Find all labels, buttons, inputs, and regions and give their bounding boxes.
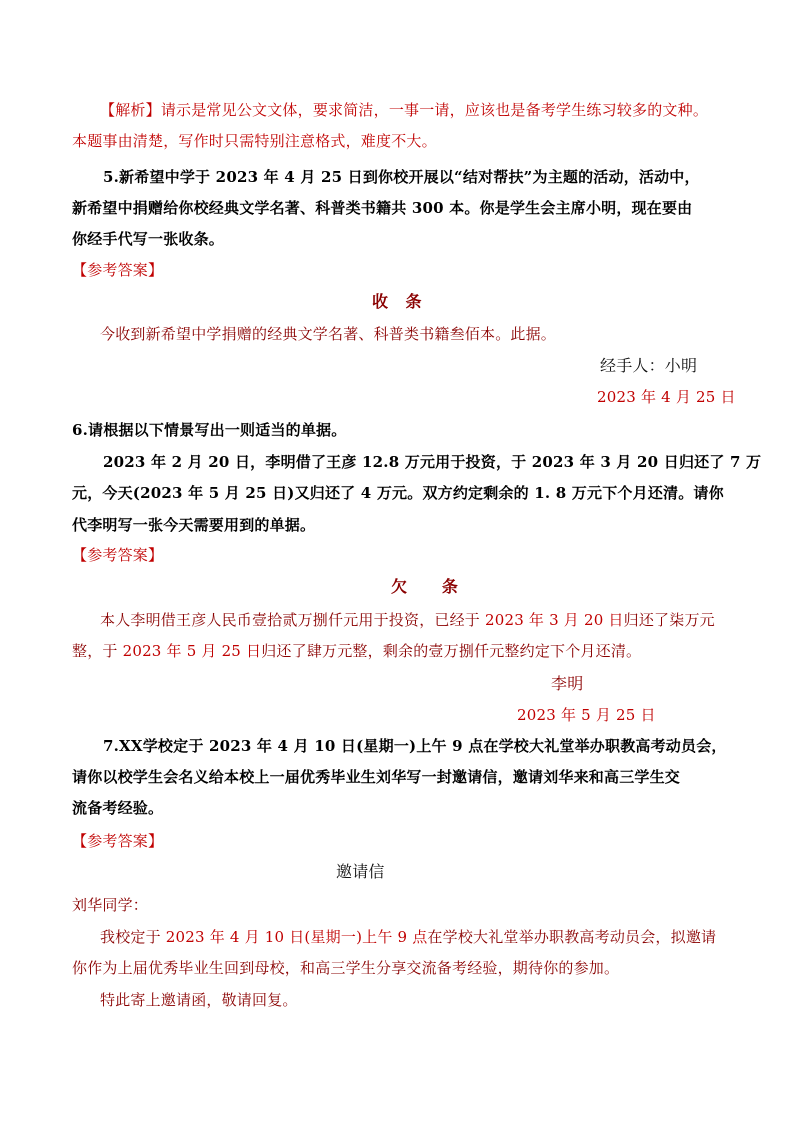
q5-signer: 经手人：小明 [600,356,698,375]
q5-answer-tag: 【参考答案】 [72,261,164,279]
q7-invite-body-2: 你作为上届优秀毕业生回到母校，和高三学生分享交流备考经验，期待你的参加。 [72,959,620,977]
q6-iou-body-2 [72,641,641,661]
q6-body1-a: 本人李明借王彦人民币壹拾贰万捌仟元用于投资，已经于 [100,611,485,629]
q6-line-4: 代李明写一张今天需要用到的单据。 [72,516,316,534]
q6-answer-tag: 【参考答案】 [72,546,164,564]
q7-line-2: 请你以校学生会名义给本校上一届优秀毕业生刘华写一封邀请信，邀请刘华来和高三学生交 [72,768,681,786]
q6-line-1: 6.请根据以下情景写出一则适当的单据。 [72,421,347,439]
q6-body2-a: 整，于 [72,642,123,660]
q6-iou-body-1 [100,610,715,630]
q7-doc-title: 邀请信 [336,862,385,881]
q7-body1-a: 我校定于 [100,928,166,946]
q6-body1-c: 归还了柒万元 [623,611,715,629]
q5-date: 2023 年 4 月 25 日 [597,388,736,406]
q5-doc-title: 收 条 [372,292,422,311]
q7-invite-body-1 [100,927,716,947]
q6-body2-c: 归还了肆万元整，剩余的壹万捌仟元整约定下个月还清。 [261,642,642,660]
q6-body2-date: 2023 年 5 月 25 日 [122,642,262,660]
q6-signer: 李明 [551,674,584,693]
q6-date: 2023 年 5 月 25 日 [517,706,656,724]
analysis-tag: 【解析】 [100,101,161,119]
q7-body1-c: 在学校大礼堂举办职教高考动员会，拟邀请 [427,928,717,946]
q7-answer-tag: 【参考答案】 [72,832,164,850]
q7-invite-body-3: 特此寄上邀请函，敬请回复。 [100,991,298,1009]
analysis-text-1: 请示是常见公文文体，要求简洁，一事一请，应该也是备考学生练习较多的文种。 [160,101,709,119]
q5-line-2: 新希望中捐赠给你校经典文学名著、科普类书籍共 300 本。你是学生会主席小明，现在要由 [72,199,693,217]
analysis-line-2: 本题事由清楚，写作时只需特别注意格式，难度不大。 [72,132,437,150]
q6-line-2: 2023 年 2 月 20 日，李明借了王彦 12.8 万元用于投资，于 2023 年 3 月 20 日归还了 7 万 [103,453,762,471]
analysis-line-1 [100,100,708,120]
q5-line-1: 5.新希望中学于 2023 年 4 月 25 日到你校开展以“结对帮扶”为主题的活动，活动中， [103,168,700,186]
q7-line-3: 流备考经验。 [72,799,164,817]
q6-line-3: 元，今天(2023 年 5 月 25 日)又归还了 4 万元。双方约定剩余的 1. 8 万元下个月还清。请你 [72,484,724,502]
q7-line-1: 7.XX学校定于 2023 年 4 月 10 日(星期一)上午 9 点在学校大礼堂举办职教高考动员会， [103,737,727,755]
q6-doc-title: 欠 条 [391,577,459,596]
q5-line-3: 你经手代写一张收条。 [72,230,225,248]
q7-salutation: 刘华同学： [72,896,149,914]
q6-body1-date: 2023 年 3 月 20 日 [484,611,624,629]
q5-receipt-body: 今收到新希望中学捐赠的经典文学名著、科普类书籍叁佰本。此据。 [100,325,557,343]
q7-body1-datetime: 2023 年 4 月 10 日(星期一)上午 9 点 [165,928,428,946]
